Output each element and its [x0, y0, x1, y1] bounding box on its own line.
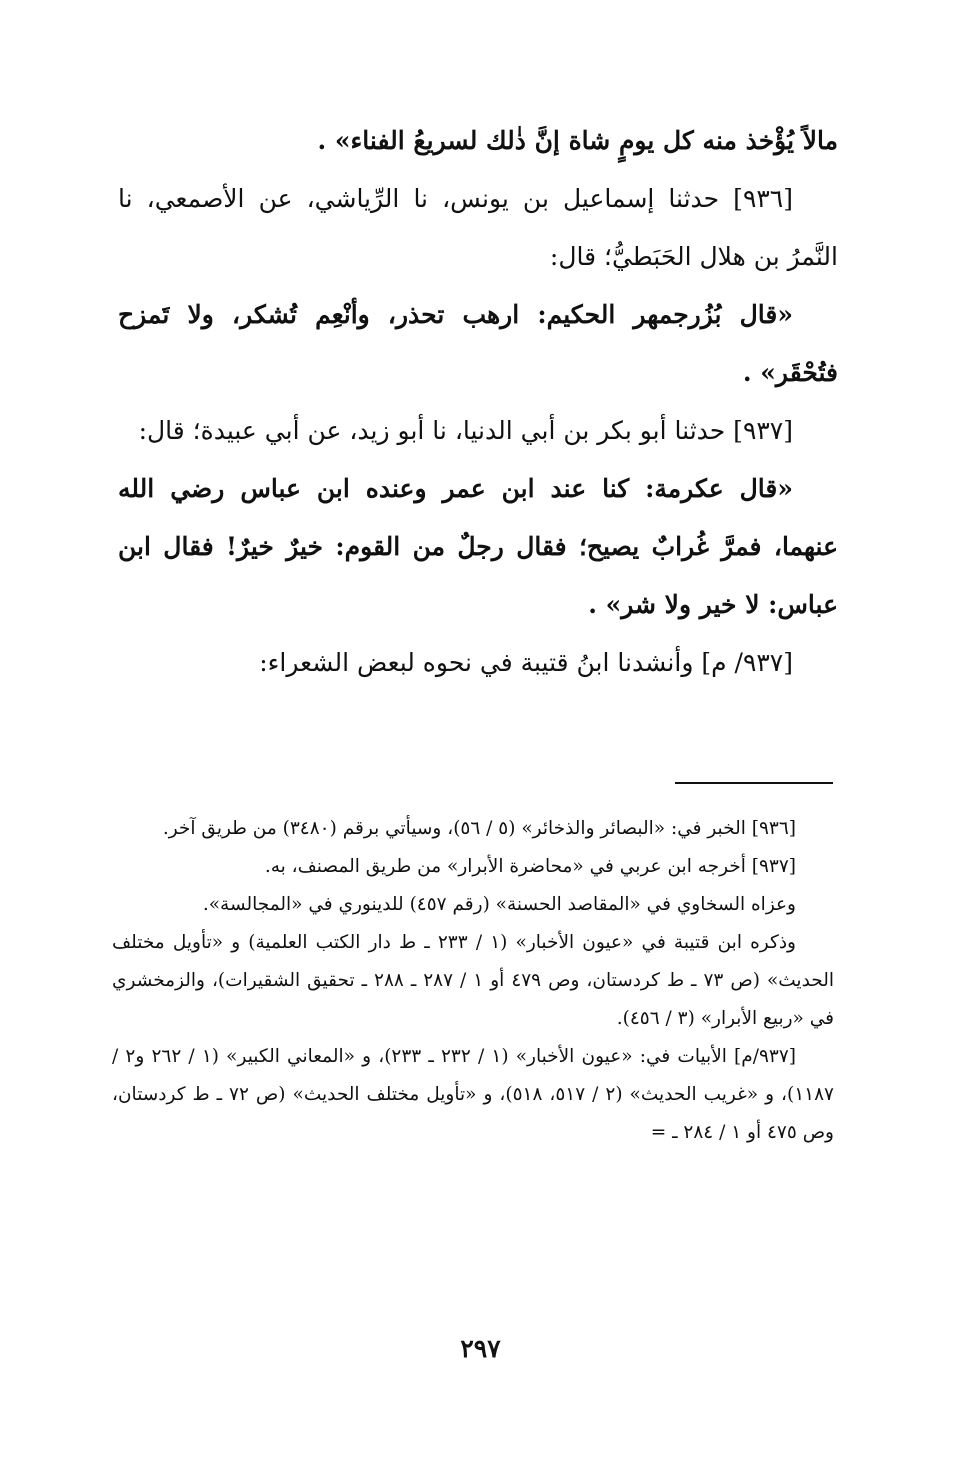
- paragraph-936-quote: «قال بُزُرجمهر الحكيم: ارهب تحذر، وأنْعِم تُشكر، ولا تَمزح فتُحْقَر» .: [118, 300, 838, 387]
- main-text: [118, 112, 838, 692]
- paragraph-937-quote: «قال عكرمة: كنا عند ابن عمر وعنده ابن عباس رضي الله عنهما، فمرَّ غُرابٌ يصيح؛ فقال رجلٌ من القوم: خيرٌ خيرٌ! فقال ابن عباس: لا خير ولا شر» .: [118, 474, 838, 619]
- paragraph-937-isnad: [٩٣٧] حدثنا أبو بكر بن أبي الدنيا، نا أبو زيد، عن أبي عبيدة؛ قال:: [138, 416, 793, 445]
- paragraph-936-isnad: [٩٣٦] حدثنا إسماعيل بن يونس، نا الرِّياشي، عن الأصمعي، نا النَّمرُ بن هلال الحَبَطيُّ؛ قال:: [118, 184, 838, 271]
- footnote-937-sakhawi: وعزاه السخاوي في «المقاصد الحسنة» (رقم ٤٥٧) للدينوري في «المجالسة».: [202, 894, 796, 915]
- paragraph-937m: [٩٣٧/ م] وأنشدنا ابنُ قتيبة في نحوه لبعض الشعراء:: [259, 648, 793, 677]
- page-number: ٢٩٧: [460, 1334, 501, 1363]
- footnotes: [112, 810, 834, 1152]
- footnote-937m: [٩٣٧/م] الأبيات في: «عيون الأخبار» (١ / ٢٣٢ ـ ٢٣٣)، و «المعاني الكبير» (١ / ٢٦٢ و٢ / ١١٨٧)، و «غريب الحديث» (٢ / ٥١٧، ٥١٨)، و «تأويل مختلف الحديث» (ص ٧٢ ـ ط كردستان، وص ٤٧٥ أو ١ / ٢٨٤ ـ =: [112, 1046, 834, 1143]
- footnote-separator: [675, 782, 833, 784]
- paragraph-continuation: مالاً يُؤْخذ منه كل يومٍ شاة إنَّ ذٰلك لسريعُ الفناء» .: [317, 126, 838, 155]
- footnote-937: [٩٣٧] أخرجه ابن عربي في «محاضرة الأبرار» من طريق المصنف، به.: [264, 856, 796, 877]
- footnote-937-ibn-qutayba: وذكره ابن قتيبة في «عيون الأخبار» (١ / ٢٣٣ ـ ط دار الكتب العلمية) و «تأويل مختلف الحديث» (ص ٧٣ ـ ط كردستان، وص ٤٧٩ أو ١ / ٢٨٧ ـ ٢٨٨ ـ تحقيق الشقيرات)، والزمخشري في «ربيع الأبرار» (٣ / ٤٥٦).: [112, 932, 835, 1029]
- footnote-936: [٩٣٦] الخبر في: «البصائر والذخائر» (٥ / ٥٦)، وسيأتي برقم (٣٤٨٠) من طريق آخر.: [162, 818, 796, 839]
